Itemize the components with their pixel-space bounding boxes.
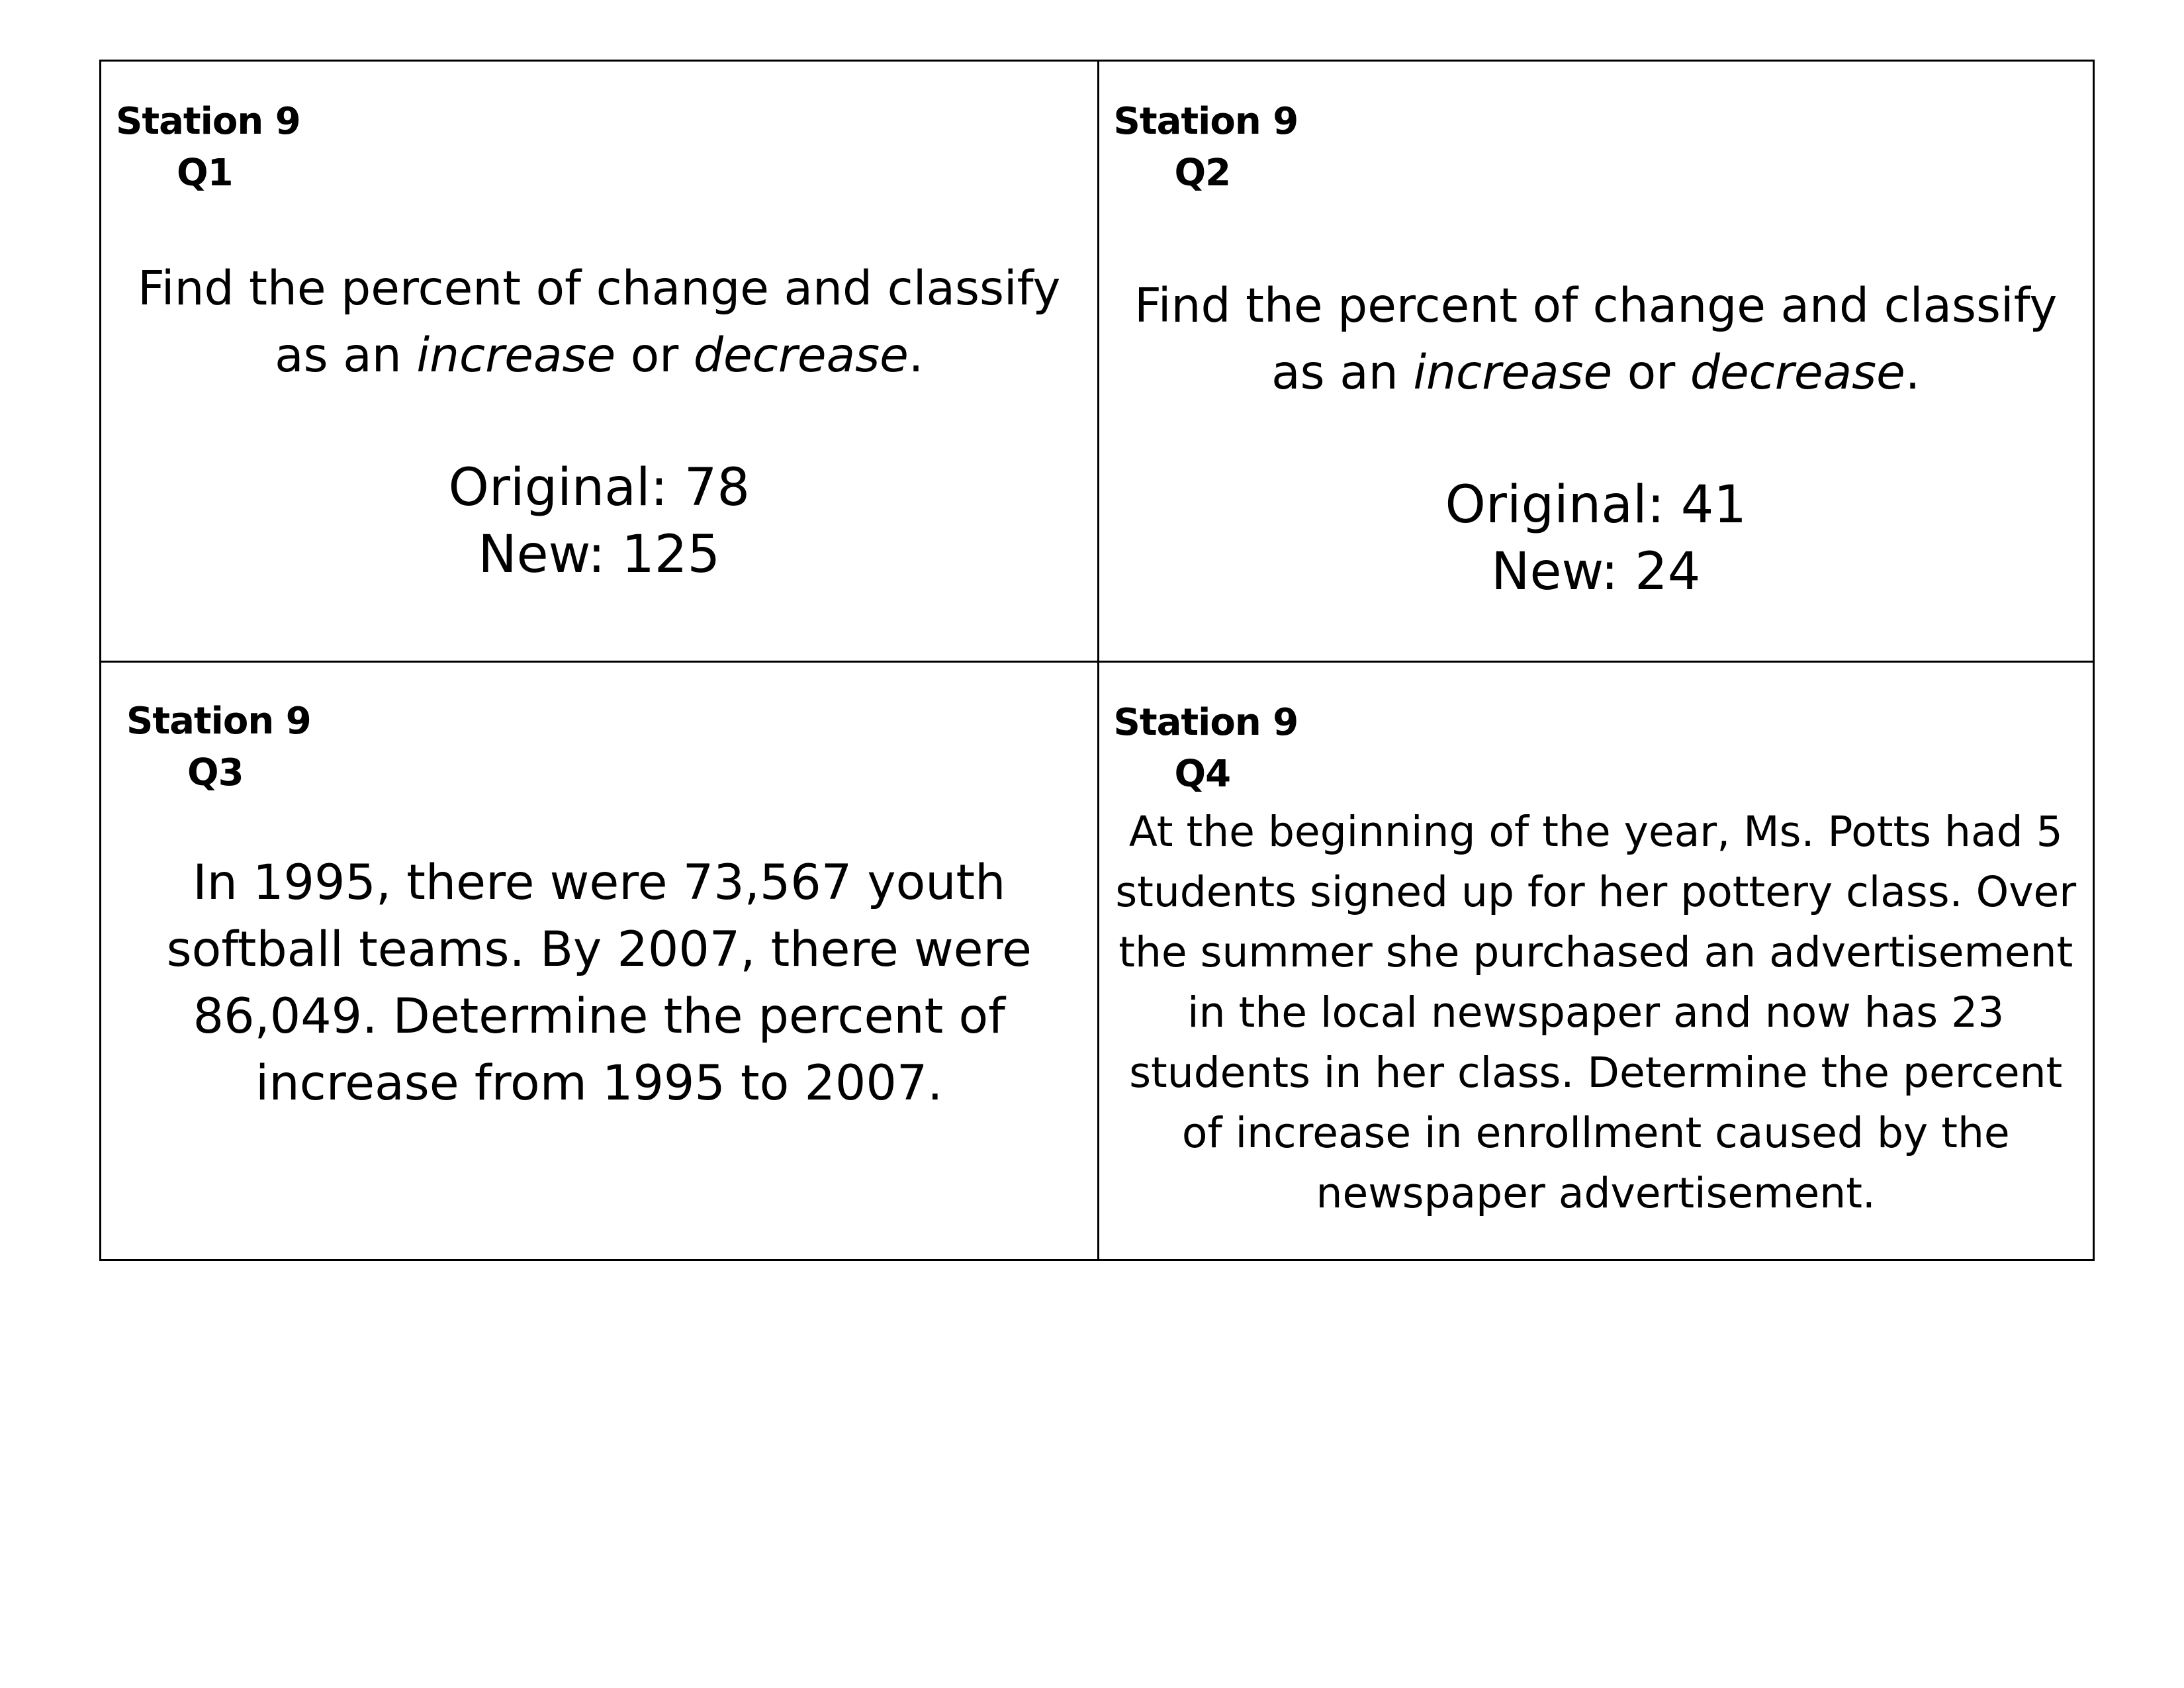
prompt-decrease: decrease <box>693 328 909 383</box>
prompt-text <box>1119 272 2073 406</box>
question-number: Q4 <box>1174 752 1231 796</box>
station-cards-grid <box>99 60 2095 1261</box>
card-q3 <box>101 661 1097 1260</box>
original-row <box>1119 472 2073 539</box>
original-label: Original: <box>448 458 668 518</box>
values-block <box>1119 472 2073 606</box>
new-row <box>121 522 1077 588</box>
question-number: Q3 <box>187 751 244 794</box>
card-header <box>116 96 300 199</box>
card-header <box>1114 96 1298 199</box>
new-label: New: <box>478 525 606 585</box>
original-value: 78 <box>684 458 751 518</box>
station-label: Station 9 <box>126 699 311 743</box>
card-body <box>121 255 1077 588</box>
card-body <box>1119 272 2073 606</box>
prompt-increase: increase <box>416 328 616 383</box>
prompt-end: . <box>908 328 924 383</box>
question-text: At the beginning of the year, Ms. Potts had 5 students signed up for her pottery class. Over the summer she purchased an advertisement in the local newspaper and now has 23 students in her class. Determine the percent of increase in enrollment caused by the newspaper advertisement. <box>1115 807 2077 1217</box>
prompt-lead: Find the percent of change and classify as an <box>138 261 1061 383</box>
prompt-lead: Find the percent of change and classify as an <box>1134 278 2058 400</box>
card-header <box>126 696 311 799</box>
new-value: 24 <box>1635 542 1701 602</box>
values-block <box>121 455 1077 588</box>
prompt-decrease: decrease <box>1690 345 1905 400</box>
new-label: New: <box>1491 542 1619 602</box>
card-q1 <box>101 62 1097 661</box>
prompt-text <box>121 255 1077 389</box>
question-text: In 1995, there were 73,567 youth softball teams. By 2007, there were 86,049. Determine the percent of increase from 1995 to 2007. <box>166 854 1032 1111</box>
station-label: Station 9 <box>116 100 300 143</box>
original-value: 41 <box>1680 475 1747 535</box>
prompt-or: or <box>615 328 694 383</box>
card-q4 <box>1097 661 2093 1260</box>
station-label: Station 9 <box>1113 100 1298 143</box>
original-row <box>121 455 1077 522</box>
card-body <box>121 849 1077 1117</box>
prompt-end: . <box>1905 345 1921 400</box>
station-label: Station 9 <box>1113 700 1298 744</box>
question-number: Q1 <box>177 152 233 195</box>
new-value: 125 <box>621 525 721 585</box>
card-q2 <box>1097 62 2093 661</box>
question-number: Q2 <box>1174 152 1231 195</box>
prompt-increase: increase <box>1413 345 1613 400</box>
card-body <box>1114 802 2079 1223</box>
card-header <box>1114 697 1298 800</box>
original-label: Original: <box>1445 475 1664 535</box>
new-row <box>1119 539 2073 606</box>
prompt-or: or <box>1612 345 1690 400</box>
